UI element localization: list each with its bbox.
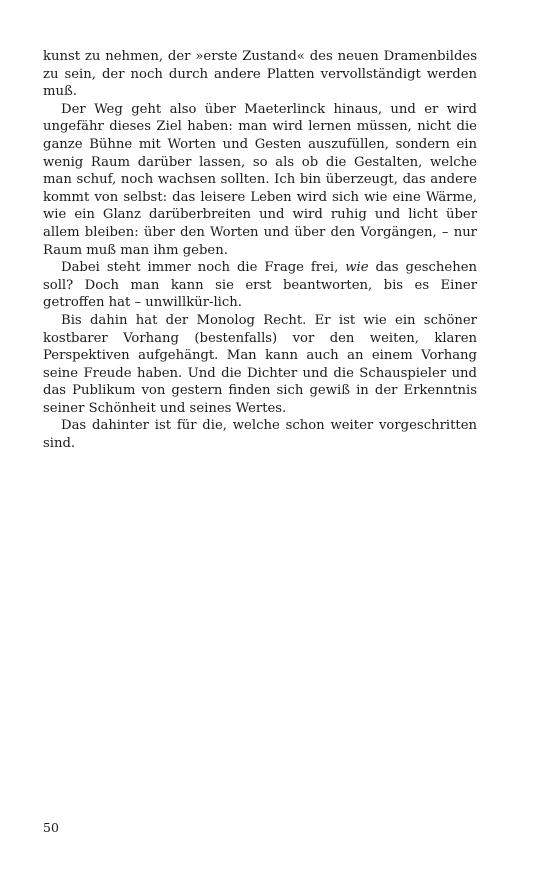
paragraph	[43, 312, 477, 418]
body-text	[43, 48, 477, 453]
paragraph	[43, 101, 477, 259]
text-run: Das dahinter ist für die, welche schon weiter vorgeschritten sind.	[43, 418, 477, 452]
text-run: Bis dahin hat der Monolog Recht. Er ist wie ein schöner kostbarer Vorhang (bestenfalls) vor den weiten, klaren Perspektiven aufgehängt. Man kann auch an einem Vorhang seine Freude haben. Und die Dichter und die Schauspieler und das Publikum von gestern finden sich gewiß in der Erkenntnis seiner Schönheit und seines Wertes.	[43, 312, 477, 416]
text-run: Der Weg geht also über Maeterlinck hinaus, und er wird ungefähr dieses Ziel haben: man wird lernen müssen, nicht die ganze Bühne mit Worten und Gesten auszufüllen, sondern ein wenig Raum darüber lassen, so als ob die Gestalten, welche man schuf, noch wachsen sollten. Ich bin überzeugt, das andere kommt von selbst: das leisere Leben wird sich wie eine Wärme, wie ein Glanz darüberbreiten und wird ruhig und licht über allem bleiben: über den Worten und über den Vorgängen, – nur Raum muß man ihm geben.	[43, 101, 477, 258]
paragraph	[43, 48, 477, 101]
text-run: das geschehen soll? Doch man kann sie erst beantworten, bis es Einer getroffen hat – unwillkür-lich.	[43, 260, 477, 311]
text-run: kunst zu nehmen, der »erste Zustand« des neuen Dramenbildes zu sein, der noch durch andere Platten vervollständigt werden muß.	[43, 49, 477, 100]
page-number: 50	[43, 820, 59, 835]
paragraph	[43, 417, 477, 452]
emphasized-text: wie	[345, 260, 369, 276]
paragraph	[43, 259, 477, 312]
text-run: Dabei steht immer noch die Frage frei,	[61, 260, 346, 276]
